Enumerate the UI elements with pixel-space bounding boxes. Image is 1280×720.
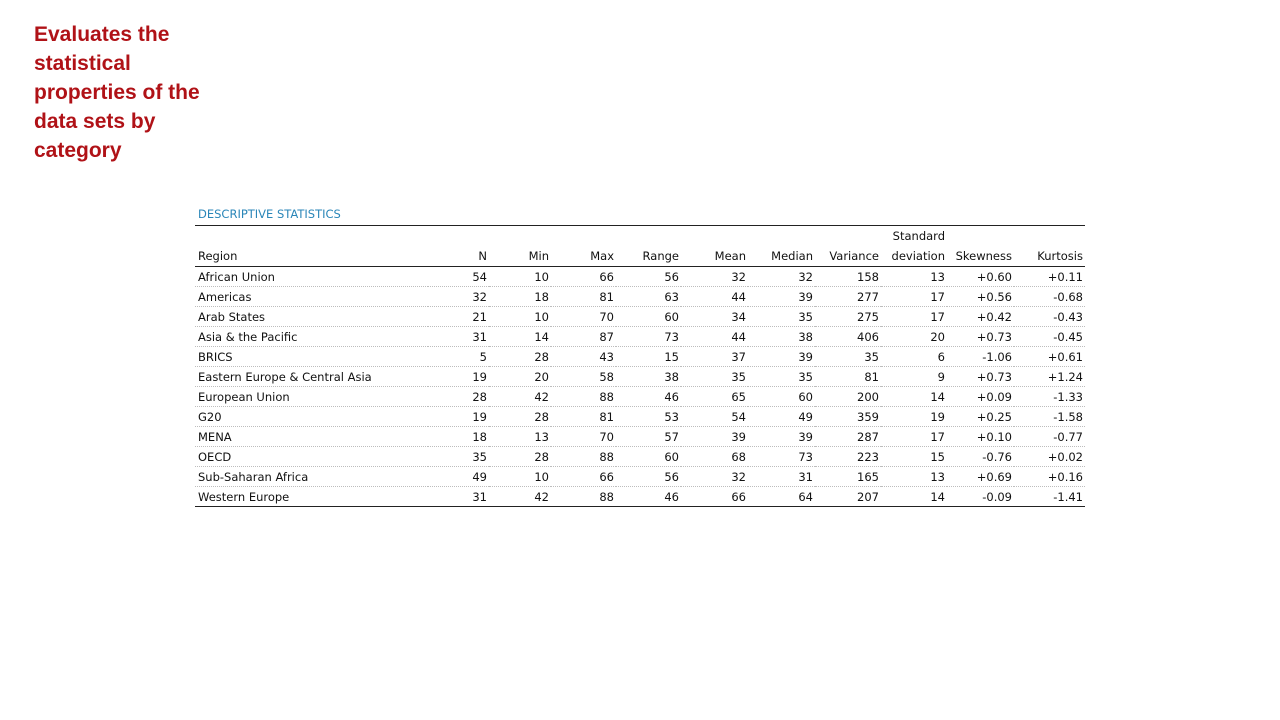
cell-skewness: +0.56: [947, 287, 1014, 307]
cell-min: 20: [489, 367, 551, 387]
cell-sd: 17: [881, 427, 947, 447]
cell-skewness: -0.76: [947, 447, 1014, 467]
cell-variance: 406: [815, 327, 881, 347]
cell-max: 88: [599, 489, 614, 504]
slide-heading: Evaluates the statistical properties of the data sets by category: [34, 23, 200, 162]
cell-kurtosis: -0.68: [1014, 287, 1085, 307]
cell-mean: 65: [681, 387, 748, 407]
cell-kurtosis: -0.45: [1014, 327, 1085, 347]
cell-mean: 54: [681, 407, 748, 427]
cell-max: 66: [551, 267, 616, 287]
cell-min: 10: [489, 267, 551, 287]
header-kurtosis: Kurtosis: [1014, 246, 1085, 267]
cell-range: 15: [616, 347, 681, 367]
header-skewness: Skewness: [947, 246, 1014, 267]
cell-range: 56: [616, 267, 681, 287]
cell-range: 46: [616, 387, 681, 407]
cell-max: 58: [551, 367, 616, 387]
cell-sd: 20: [881, 327, 947, 347]
cell-max: 88: [551, 387, 616, 407]
cell-median: 35: [748, 307, 815, 327]
table-caption: DESCRIPTIVE STATISTICS: [198, 207, 341, 221]
cell-region: African Union: [195, 267, 428, 287]
cell-min: 28: [489, 347, 551, 367]
cell-min: 13: [489, 427, 551, 447]
cell-mean: 35: [681, 367, 748, 387]
header-variance: Variance: [815, 246, 881, 267]
header-max: Max: [551, 246, 616, 267]
cell-max: 81: [551, 287, 616, 307]
cell-range: 57: [616, 427, 681, 447]
cell-sd: 17: [881, 307, 947, 327]
cell-skewness: +0.10: [947, 427, 1014, 447]
cell-skewness: +0.09: [947, 387, 1014, 407]
table-row: [195, 307, 1085, 327]
cell-min: 42: [489, 387, 551, 407]
cell-sd: 13: [881, 267, 947, 287]
cell-kurtosis: +1.24: [1014, 367, 1085, 387]
cell-skewness: +0.69: [947, 467, 1014, 487]
cell-sd: 6: [881, 347, 947, 367]
cell-min: 10: [489, 307, 551, 327]
cell-range: 73: [616, 327, 681, 347]
cell-median: 73: [748, 447, 815, 467]
table-row: [195, 487, 1085, 507]
header-spacer: [195, 226, 881, 247]
cell-n: 5: [428, 347, 489, 367]
cell-n: 32: [428, 287, 489, 307]
cell-mean: 39: [681, 427, 748, 447]
cell-skewness: +0.60: [947, 267, 1014, 287]
cell-mean: 44: [681, 327, 748, 347]
cell-n: 31: [428, 327, 489, 347]
cell-median: 64: [798, 489, 813, 504]
cell-region: Americas: [195, 287, 428, 307]
cell-variance: 277: [815, 287, 881, 307]
cell-variance: 200: [815, 387, 881, 407]
cell-skewness: +0.42: [947, 307, 1014, 327]
cell-variance: 223: [815, 447, 881, 467]
header-spacer: [947, 226, 1085, 247]
cell-range: 53: [616, 407, 681, 427]
header-n: N: [428, 246, 489, 267]
cell-median: 38: [748, 327, 815, 347]
cell-region: Eastern Europe & Central Asia: [195, 367, 428, 387]
cell-max: 66: [551, 467, 616, 487]
cell-mean: 66: [731, 489, 746, 504]
cell-region: Asia & the Pacific: [195, 327, 428, 347]
cell-median: 31: [748, 467, 815, 487]
cell-variance: 158: [815, 267, 881, 287]
cell-kurtosis: -1.41: [1053, 489, 1083, 504]
cell-n: 19: [428, 407, 489, 427]
cell-variance: 81: [815, 367, 881, 387]
cell-skewness: +0.73: [947, 367, 1014, 387]
cell-region: OECD: [195, 447, 428, 467]
cell-median: 39: [748, 427, 815, 447]
table-body: [195, 267, 1085, 507]
cell-skewness: -0.09: [982, 489, 1012, 504]
cell-mean: 32: [681, 467, 748, 487]
table-row: [195, 287, 1085, 307]
cell-kurtosis: +0.61: [1014, 347, 1085, 367]
table-row: [195, 447, 1085, 467]
cell-median: 35: [748, 367, 815, 387]
cell-kurtosis: -1.33: [1014, 387, 1085, 407]
cell-mean: 32: [681, 267, 748, 287]
cell-median: 39: [748, 347, 815, 367]
cell-median: 60: [748, 387, 815, 407]
cell-skewness: +0.25: [947, 407, 1014, 427]
cell-n: 35: [428, 447, 489, 467]
cell-kurtosis: +0.16: [1014, 467, 1085, 487]
cell-sd: 9: [881, 367, 947, 387]
cell-max: 88: [551, 447, 616, 467]
cell-sd: 19: [881, 407, 947, 427]
cell-variance: 287: [815, 427, 881, 447]
cell-min: 28: [489, 447, 551, 467]
cell-max: 43: [551, 347, 616, 367]
header-mean: Mean: [681, 246, 748, 267]
cell-kurtosis: -1.58: [1014, 407, 1085, 427]
cell-skewness: +0.73: [947, 327, 1014, 347]
cell-region: Arab States: [195, 307, 428, 327]
cell-range: 38: [616, 367, 681, 387]
table-row: [195, 467, 1085, 487]
table-row: [195, 367, 1085, 387]
cell-median: 32: [748, 267, 815, 287]
cell-region: G20: [195, 407, 428, 427]
cell-min: 42: [534, 489, 549, 504]
descriptive-statistics-table: [195, 225, 1085, 507]
cell-kurtosis: -0.77: [1014, 427, 1085, 447]
table-row: [195, 407, 1085, 427]
cell-range: 46: [664, 489, 679, 504]
cell-sd: 15: [881, 447, 947, 467]
cell-skewness: -1.06: [947, 347, 1014, 367]
table-row: [195, 347, 1085, 367]
cell-n: 54: [428, 267, 489, 287]
header-median: Median: [748, 246, 815, 267]
cell-range: 63: [616, 287, 681, 307]
cell-max: 87: [551, 327, 616, 347]
cell-mean: 44: [681, 287, 748, 307]
table-row: [195, 387, 1085, 407]
cell-range: 60: [616, 447, 681, 467]
cell-median: 39: [748, 287, 815, 307]
cell-region: Sub-Saharan Africa: [195, 467, 428, 487]
cell-min: 10: [489, 467, 551, 487]
cell-n: 19: [428, 367, 489, 387]
cell-n: 18: [428, 427, 489, 447]
cell-max: 70: [551, 427, 616, 447]
header-range: Range: [616, 246, 681, 267]
cell-min: 18: [489, 287, 551, 307]
header-row-top: [195, 226, 1085, 247]
cell-n: 31: [472, 489, 487, 504]
cell-region: MENA: [195, 427, 428, 447]
cell-sd: 17: [881, 287, 947, 307]
cell-n: 28: [428, 387, 489, 407]
cell-mean: 34: [681, 307, 748, 327]
cell-max: 81: [551, 407, 616, 427]
header-sd-bottom: deviation: [881, 246, 947, 267]
cell-kurtosis: +0.11: [1014, 267, 1085, 287]
header-region: Region: [195, 246, 428, 267]
cell-variance: 35: [815, 347, 881, 367]
cell-median: 49: [748, 407, 815, 427]
cell-range: 56: [616, 467, 681, 487]
table-row: [195, 267, 1085, 287]
cell-mean: 37: [681, 347, 748, 367]
cell-sd: 13: [881, 467, 947, 487]
cell-region: Western Europe: [198, 489, 290, 504]
table-row: [195, 427, 1085, 447]
header-min: Min: [489, 246, 551, 267]
cell-mean: 68: [681, 447, 748, 467]
cell-variance: 207: [857, 489, 879, 504]
descriptive-statistics-block: [195, 207, 1085, 507]
cell-region: BRICS: [195, 347, 428, 367]
cell-max: 70: [551, 307, 616, 327]
cell-variance: 165: [815, 467, 881, 487]
cell-min: 28: [489, 407, 551, 427]
cell-variance: 275: [815, 307, 881, 327]
cell-n: 49: [428, 467, 489, 487]
cell-sd: 14: [881, 387, 947, 407]
cell-region: European Union: [195, 387, 428, 407]
cell-kurtosis: +0.02: [1014, 447, 1085, 467]
cell-min: 14: [489, 327, 551, 347]
cell-sd: 14: [930, 489, 945, 504]
table-row: [195, 327, 1085, 347]
header-row: [195, 246, 1085, 267]
cell-kurtosis: -0.43: [1014, 307, 1085, 327]
cell-variance: 359: [815, 407, 881, 427]
cell-range: 60: [616, 307, 681, 327]
header-sd-top: Standard: [892, 229, 945, 243]
cell-n: 21: [428, 307, 489, 327]
